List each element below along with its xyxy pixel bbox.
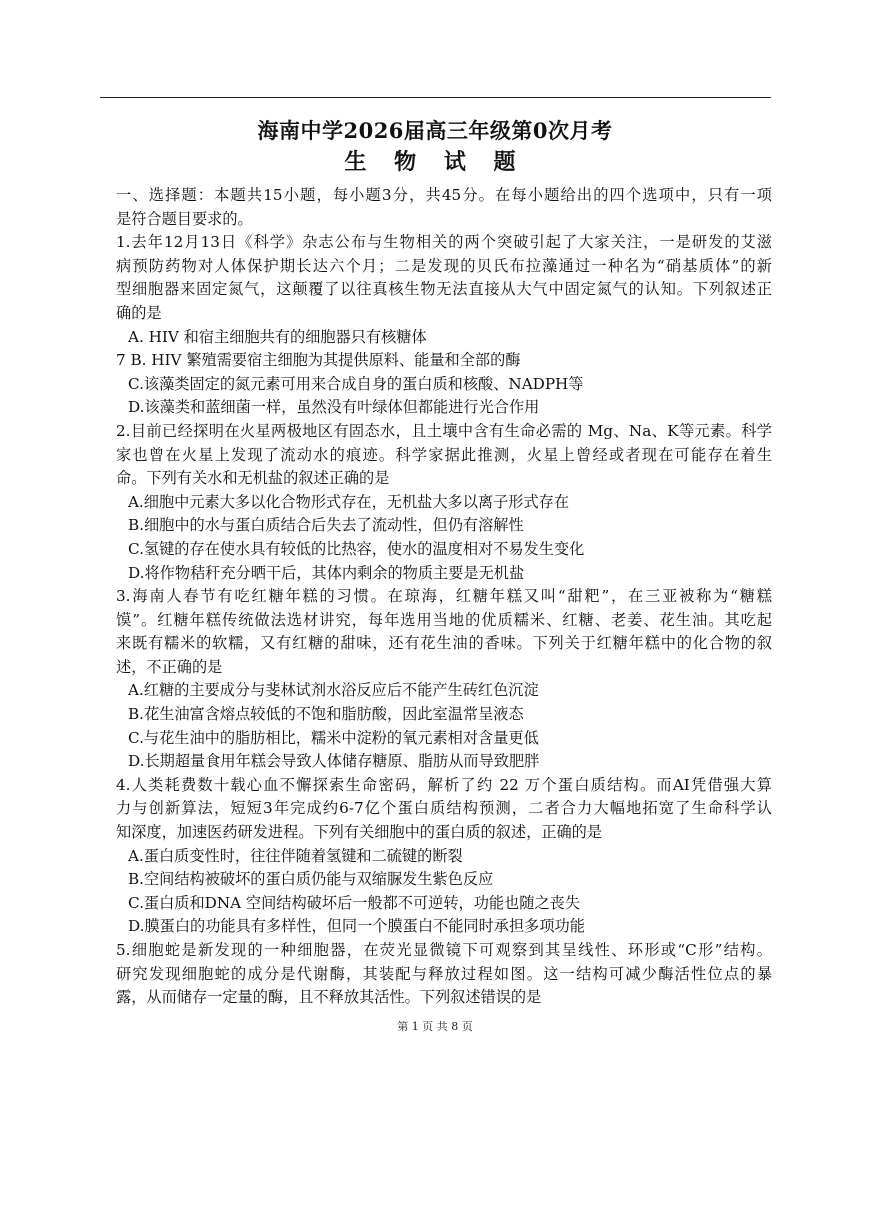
option-c: C.该藻类固定的氮元素可用来合成自身的蛋白质和核酸、NADPH等 bbox=[128, 374, 584, 393]
option-a: A.蛋白质变性时，往往伴随着氢键和二硫键的断裂 bbox=[128, 846, 463, 865]
question-4 bbox=[116, 774, 772, 939]
question-stem-line: 露，从而储存一定量的酶，且不释放其活性。下列叙述错误的是 bbox=[116, 988, 542, 1007]
option-a: A. HIV 和宿主细胞共有的细胞器只有核糖体 bbox=[128, 327, 427, 346]
option-d: D.膜蛋白的功能具有多样性，但同一个膜蛋白不能同时承担多项功能 bbox=[128, 917, 585, 936]
option-a: A.细胞中元素大多以化合物形式存在，无机盐大多以离子形式存在 bbox=[128, 492, 570, 511]
option-a: A.红糖的主要成分与斐林试剂水浴反应后不能产生砖红色沉淀 bbox=[128, 681, 539, 700]
question-stem-line: 型细胞器来固定氮气，这颠覆了以往真核生物无法直接从大气中固定氮气的认知。下列叙述正 bbox=[116, 280, 772, 299]
question-stem-line: 述，不正确的是 bbox=[116, 657, 223, 676]
question-stem-line: 命。下列有关水和无机盐的叙述正确的是 bbox=[116, 469, 390, 488]
option-b: B.花生油富含熔点较低的不饱和脂肪酸，因此室温常呈液态 bbox=[128, 705, 524, 724]
question-stem-line: 家也曾在火星上发现了流动水的痕迹。科学家据此推测，火星上曾经或者现在可能存在着生 bbox=[116, 445, 772, 464]
exam-content bbox=[116, 184, 772, 1010]
question-stem-line: 研究发现细胞蛇的成分是代谢酶，其装配与释放过程如图。这一结构可减少酶活性位点的暴 bbox=[116, 964, 772, 983]
question-stem-line: 来既有糯米的软糯，又有红糖的甜味，还有花生油的香味。下列关于红糖年糕中的化合物的叙 bbox=[116, 634, 772, 653]
question-stem-line: 2.目前已经探明在火星两极地区有固态水，且土壤中含有生命必需的 Mg、Na、K等元素。科学 bbox=[116, 421, 772, 440]
option-c: C.氢键的存在使水具有较低的比热容，使水的温度相对不易发生变化 bbox=[128, 539, 585, 558]
option-d: D.长期超量食用年糕会导致人体储存糖原、脂肪从而导致肥胖 bbox=[128, 752, 540, 771]
question-stem-line: 馍”。红糖年糕传统做法选材讲究，每年选用当地的优质糯米、红糖、老姜、花生油。其吃起 bbox=[116, 610, 772, 629]
question-1 bbox=[116, 231, 772, 420]
option-b: B.空间结构被破坏的蛋白质仍能与双缩脲发生紫色反应 bbox=[128, 870, 494, 889]
question-stem-line: 4.人类耗费数十载心血不懈探索生命密码，解析了约 22 万个蛋白质结构。而AI凭借强大算 bbox=[116, 775, 772, 794]
question-5 bbox=[116, 939, 772, 1010]
option-d: D.该藻类和蓝细菌一样，虽然没有叶绿体但都能进行光合作用 bbox=[128, 398, 540, 417]
subject-title: 生 物 试 题 bbox=[344, 149, 526, 175]
header-rule bbox=[100, 97, 771, 98]
question-stem-line: 知深度，加速医药研发进程。下列有关细胞中的蛋白质的叙述，正确的是 bbox=[116, 823, 602, 842]
question-stem-line: 病预防药物对人体保护期长达六个月；二是发现的贝氏布拉藻通过一种名为“硝基质体”的新 bbox=[116, 256, 772, 275]
question-stem-line: 5.细胞蛇是新发现的一种细胞器，在荧光显微镜下可观察到其呈线性、环形或“C形”结构。 bbox=[116, 941, 772, 959]
question-stem-line: 1.去年12月13日《科学》杂志公布与生物相关的两个突破引起了大家关注，一是研发的艾滋 bbox=[116, 233, 772, 252]
page-footer: 第 1 页 共 8 页 bbox=[397, 1020, 473, 1033]
question-stem-line: 确的是 bbox=[116, 303, 162, 322]
question-stem-line: 3.海南人春节有吃红糖年糕的习惯。在琼海，红糖年糕又叫“甜粑”，在三亚被称为“糖糕 bbox=[116, 587, 772, 606]
section-heading: 一、选择题：本题共15小题，每小题3分，共45分。在每小题给出的四个选项中，只有一项 bbox=[116, 186, 772, 204]
question-stem-line: 力与创新算法，短短3年完成约6-7亿个蛋白质结构预测，二者合力大幅地拓宽了生命科学认 bbox=[116, 799, 772, 818]
section-heading-cont: 是符合题目要求的。 bbox=[116, 209, 253, 228]
option-c: C.与花生油中的脂肪相比，糯米中淀粉的氧元素相对含量更低 bbox=[128, 728, 539, 747]
option-b: B.细胞中的水与蛋白质结合后失去了流动性，但仍有溶解性 bbox=[128, 516, 524, 535]
question-2 bbox=[116, 420, 772, 585]
option-b: 7 B. HIV 繁殖需要宿主细胞为其提供原料、能量和全部的酶 bbox=[116, 351, 521, 370]
option-c: C.蛋白质和DNA 空间结构破坏后一般都不可逆转，功能也随之丧失 bbox=[128, 893, 581, 912]
exam-title: 海南中学2026届高三年级第0次月考 bbox=[257, 118, 613, 143]
option-d: D.将作物秸秆充分晒干后，其体内剩余的物质主要是无机盐 bbox=[128, 563, 525, 582]
question-3 bbox=[116, 585, 772, 774]
